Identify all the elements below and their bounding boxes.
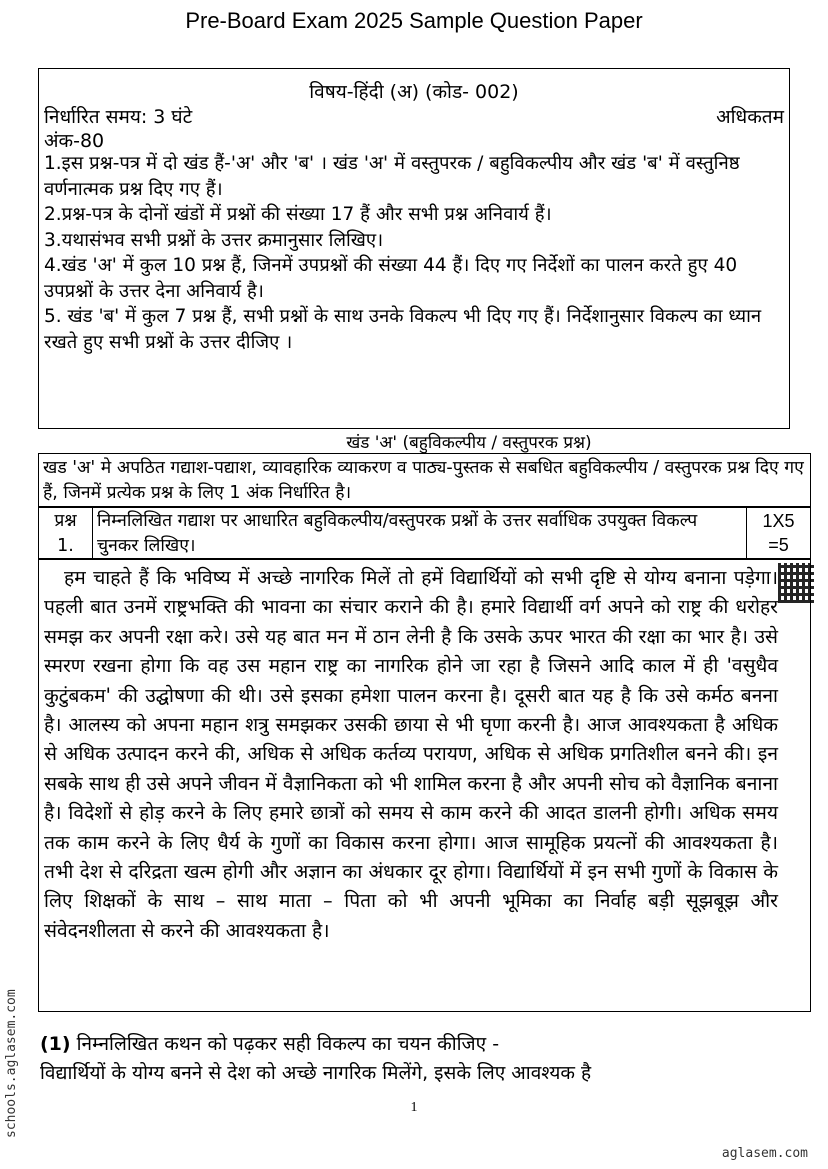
instruction-item: 4.खंड 'अ' में कुल 10 प्रश्न हैं, जिनमें उपप्रश्नों की संख्या 44 हैं। दिए गए निर्देशों का पालन करते हुए 40 उपप्रश्नों के उत्तर देना अनिवार्य है। bbox=[44, 255, 738, 302]
subject-line: विषय-हिंदी (अ) (कोड- 002) bbox=[309, 81, 519, 103]
bottom-watermark: aglasem.com bbox=[721, 1146, 808, 1161]
question-text: निम्नलिखित गद्याश पर आधारित बहुविकल्पीय/वस्तुपरक प्रश्नों के उत्तर सर्वाधिक उपयुक्त विकल्प चुनकर लिखिए। bbox=[97, 511, 698, 556]
time-allowed: निर्धारित समय: 3 घंटे bbox=[44, 106, 193, 128]
question-number-cell bbox=[39, 508, 93, 558]
question-label: प्रश्न bbox=[54, 511, 77, 531]
question-number: 1. bbox=[57, 536, 74, 556]
qr-code-icon bbox=[778, 563, 814, 603]
sub-question-number: (1) bbox=[40, 1033, 71, 1055]
side-watermark: schools.aglasem.com bbox=[4, 989, 19, 1138]
page-header: Pre-Board Exam 2025 Sample Question Paper bbox=[185, 8, 643, 33]
marks-line-2: =5 bbox=[768, 535, 789, 555]
max-marks-label: अधिकतम bbox=[716, 106, 784, 128]
max-marks: अंक-80 bbox=[44, 130, 105, 152]
instruction-item: 2.प्रश्न-पत्र के दोनों खंडों में प्रश्नों की संख्या 17 हैं और सभी प्रश्न अनिवार्य हैं। bbox=[44, 204, 552, 225]
instruction-item: 1.इस प्रश्न-पत्र में दो खंड हैं-'अ' और 'ब' । खंड 'अ' में वस्तुपरक / बहुविकल्पीय और खंड 'ब' में वस्तुनिष्ठ वर्णनात्मक प्रश्न दिए गए हैं। bbox=[44, 153, 740, 200]
instruction-item: 3.यथासंभव सभी प्रश्नों के उत्तर क्रमानुसार लिखिए। bbox=[44, 229, 384, 251]
marks-line-1: 1X5 bbox=[762, 511, 795, 531]
passage-text: हम चाहते हैं कि भविष्य में अच्छे नागरिक मिलें तो हमें विद्यार्थियों को सभी दृष्टि से योग्य बनाना पड़ेगा। पहली बात उनमें राष्ट्रभक्ति की भावना का संचार कराने की है। हमारे विद्यार्थी वर्ग अपने को राष्ट्र की धरोहर समझ कर अपनी रक्षा करे। उसे यह बात मन में ठान लेनी है कि उसके ऊपर भारत की रक्षा का भार है। उसे स्मरण रखना होगा कि वह उस महान राष्ट्र का नागरिक होने जा रहा है जिसने आदि काल में ही 'वसुधैव कुटुंबकम' की उद्घोषणा की थी। उसे इसका हमेशा पालन करना है। दूसरी बात यह है कि उसे कर्मठ बनना है। आलस्य को अपना महान शत्रु समझकर उसकी छाया से भी घृणा करनी है। आज आवश्यकता है अधिक से अधिक उत्पादन करने की, अधिक से अधिक कर्तव्य परायण, अधिक से अधिक प्रगतिशील बनने की। इन सबके साथ ही उसे अपने जीवन में वैज्ञानिकता को भी शामिल करना है और अपनी सोच को वैज्ञानिक बनाना है। विदेशों से होड़ करने के लिए हमारे छात्रों को समय से काम करने की आदत डालनी होगी। अधिक समय तक काम करने के लिए धैर्य के गुणों का विकास करना होगा। आज सामूहिक प्रयत्नों की आवश्यकता है। तभी देश से दरिद्रता खत्म होगी और अज्ञान का अंधकार दूर होगा। विद्यार्थियों में इन सभी गुणों के विकास के लिए शिक्षकों के साथ – साथ माता – पिता को भी अपनी भूमिका का निर्वाह बड़ी सूझबूझ और संवेदनशीलता से करने की आवश्यकता है। bbox=[44, 566, 778, 942]
page-number: 1 bbox=[410, 1100, 418, 1115]
sub-question-prompt: निम्नलिखित कथन को पढ़कर सही विकल्प का चयन कीजिए - bbox=[76, 1033, 500, 1055]
sub-question bbox=[40, 1030, 780, 1088]
section-title: खंड 'अ' (बहुविकल्पीय / वस्तुपरक प्रश्न) bbox=[346, 433, 592, 453]
question-marks bbox=[746, 508, 810, 558]
instruction-item: 5. खंड 'ब' में कुल 7 प्रश्न हैं, सभी प्रश्नों के साथ उनके विकल्प भी दिए गए हैं। निर्देशानुसार विकल्प का ध्यान रखते हुए सभी प्रश्नों के उत्तर दीजिए । bbox=[44, 306, 762, 353]
question-row bbox=[38, 507, 811, 559]
sub-question-statement: विद्यार्थियों के योग्य बनने से देश को अच्छे नागरिक मिलेंगे, इसके लिए आवश्यक है bbox=[40, 1062, 592, 1084]
time-row bbox=[44, 103, 784, 129]
instruction-list bbox=[44, 151, 784, 355]
section-description: खड 'अ' मे अपठित गद्याश-पद्याश, व्यावहारिक व्याकरण व पाठ्य-पुस्तक से सबधित बहुविकल्पीय / वस्तुपरक प्रश्न दिए गए हैं, जिनमें प्रत्येक प्रश्न के लिए 1 अंक निर्धारित है। bbox=[38, 453, 811, 507]
